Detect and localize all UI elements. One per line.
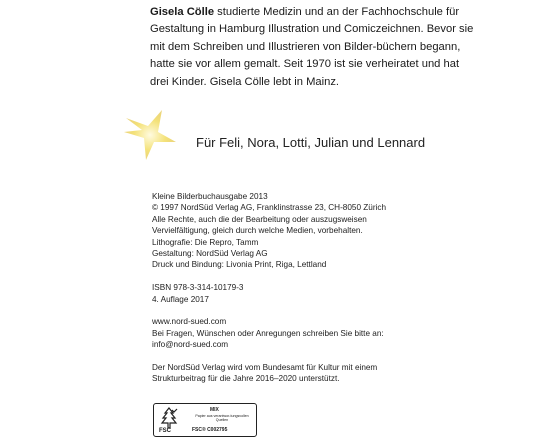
- fsc-logo: [153, 403, 257, 437]
- email-link[interactable]: info@nord-sued.com: [152, 340, 229, 350]
- author-name: Gisela Cölle: [150, 6, 215, 18]
- fsc-code: FSC® C002795: [192, 427, 228, 433]
- website-link[interactable]: www.nord-sued.com: [152, 317, 227, 327]
- fsc-mix: MIX: [210, 407, 219, 413]
- contact-note: Bei Fragen, Wünschen oder Anregungen schreiben Sie bitte an:: [152, 328, 384, 338]
- dedication: Für Feli, Nora, Lotti, Julian und Lennard: [196, 135, 426, 150]
- fsc-tree-icon: [158, 407, 180, 429]
- star-illustration-icon: [118, 104, 182, 164]
- edition: 4. Auflage 2017: [152, 294, 209, 304]
- fsc-brand: FSC: [159, 428, 171, 434]
- imprint: [152, 191, 452, 385]
- isbn: ISBN 978-3-314-10179-3: [152, 283, 244, 293]
- funding-note: Strukturbeitrag für die Jahre 2016–2020 unterstützt.: [152, 374, 340, 384]
- author-bio-text: studierte Medizin und an der Fachhochschule für Gestaltung in Hamburg Illustration und Comiczeichnen. Bevor sie mit dem Schreiben und Illustrieren von Bilder-büchern begann, hatte sie vor allem gemalt. Seit 1970 ist sie verheiratet und hat drei Kinder. Gisela Cölle lebt in Mainz.: [150, 6, 474, 88]
- author-bio: [150, 4, 480, 91]
- imprint-line: Kleine Bilderbuchausgabe 2013: [152, 192, 268, 201]
- imprint-line: © 1997 NordSüd Verlag AG, Franklinstrasse 23, CH-8050 Zürich: [152, 203, 387, 213]
- funding-note: Der NordSüd Verlag wird vom Bundesamt für Kultur mit einem: [152, 363, 378, 373]
- imprint-line: Gestaltung: NordSüd Verlag AG: [152, 249, 268, 259]
- imprint-line: Druck und Bindung: Livonia Print, Riga, Lettland: [152, 260, 327, 270]
- imprint-line: Vervielfältigung, gleich durch welche Medien, vorbehalten.: [152, 226, 363, 236]
- fsc-description: Papier aus verantwor-tungsvollen Quellen: [195, 414, 249, 423]
- imprint-line: Lithografie: Die Repro, Tamm: [152, 237, 259, 247]
- imprint-line: Alle Rechte, auch die der Bearbeitung oder auszugsweisen: [152, 214, 367, 224]
